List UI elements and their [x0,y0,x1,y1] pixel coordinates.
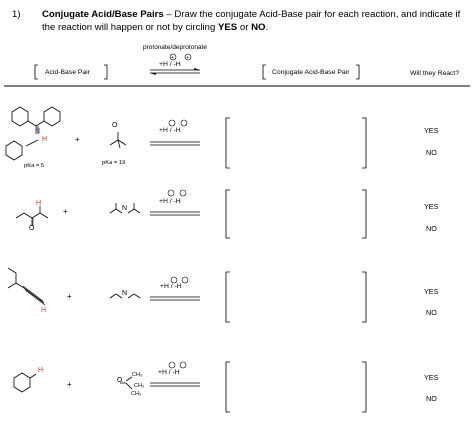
reaction-3 [8,268,366,322]
r4-methyl-mid: CH₃ [134,383,145,389]
r3-no-option[interactable]: NO [426,308,437,317]
r3-plus-sign: + [67,292,72,301]
acid-base-pair-label: Acid-Base Pair [45,69,90,76]
r1-no-option[interactable]: NO [426,148,437,157]
no-keyword: NO [251,22,266,33]
question-title: Conjugate Acid/Base Pairs [42,9,164,20]
r1-oxygen-atom: O [112,122,118,129]
r1-yes-option[interactable]: YES [424,126,439,135]
r2-no-option[interactable]: NO [426,224,437,233]
r2-plus-sign: + [63,207,68,216]
r2-hydrogen-atom: H [36,200,42,207]
r2-arrow-label: +H / -H [159,198,181,205]
r2-yes-option[interactable]: YES [424,202,439,211]
r4-oxygen-atom: O [117,377,123,384]
reaction-2 [16,190,366,238]
r1-nitrogen-atom: N [35,128,41,135]
r3-arrow-label: +H / -H [160,283,182,290]
r4-yes-option[interactable]: YES [424,373,439,382]
r2-nitrogen-atom: N [122,205,128,212]
period: . [265,22,269,33]
reaction-1 [6,107,366,168]
header-arrow-label: +H / -H [159,61,181,68]
r1-pka-left: pKa = 5 [24,163,45,169]
r4-hydrogen-atom: H [38,367,44,374]
r1-hydrogen-atom: H [42,136,48,143]
yes-keyword: YES [217,22,238,33]
svg-text:+: + [186,55,189,61]
or-keyword: or [237,22,252,33]
instruction-line-1: – Draw the conjugate Acid-Base pair for each reaction, and indicate if [163,9,461,20]
r3-yes-option[interactable]: YES [424,287,439,296]
r1-plus-sign: + [75,135,80,144]
r4-methyl-top: CH₃ [132,372,143,378]
r4-plus-sign: + [67,380,72,389]
question-number: 1) [12,9,21,20]
r4-no-option[interactable]: NO [426,394,437,403]
r3-hydrogen-atom: H [41,307,47,314]
instruction-line-2: the reaction will happen or not by circling [42,22,218,33]
conjugate-pair-label: Conjugate Acid-Base Pair [272,69,350,76]
r4-methyl-bottom: CH₃ [131,391,142,397]
r1-pka-right: pKa = 19 [102,160,126,166]
will-react-label: Will they React? [410,70,460,77]
r4-arrow-label: +H / -H [158,369,180,376]
r2-oxygen-atom: O [29,225,35,232]
svg-text:+: + [171,55,174,61]
arrow-caption: protonate/deprotonate [143,44,207,51]
r1-arrow-label: +H / -H [159,127,181,134]
r3-nitrogen-atom: N [122,290,128,297]
